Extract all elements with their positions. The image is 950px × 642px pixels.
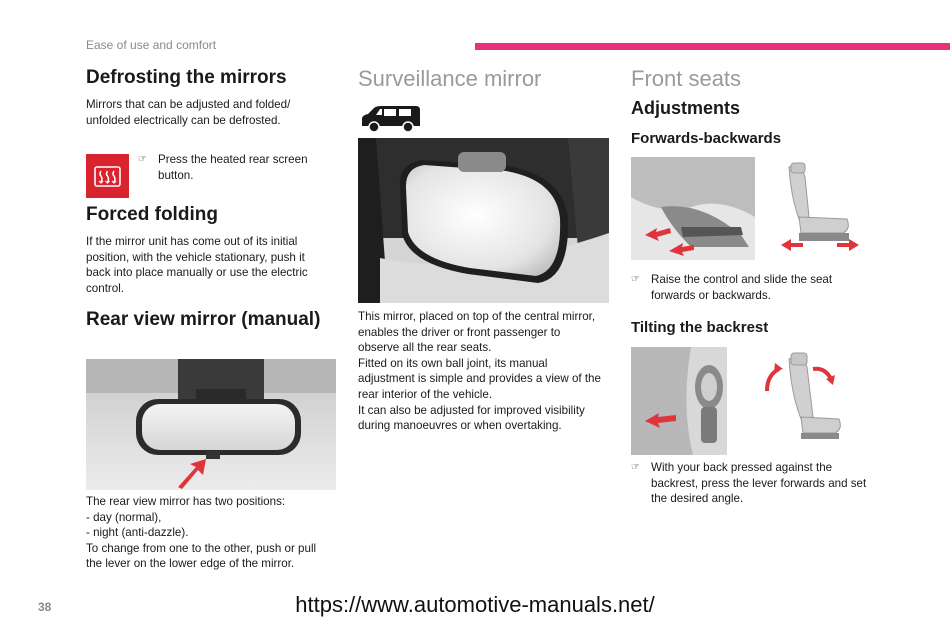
forwards-backwards-bullet: ☞ Raise the control and slide the seat forwards or backwards. xyxy=(631,273,833,302)
rearview-mirror-image xyxy=(86,359,336,490)
source-url-link[interactable]: https://www.automotive-manuals.net/ xyxy=(295,592,655,617)
section-header: Ease of use and comfort xyxy=(86,38,217,52)
tilting-backrest-title: Tilting the backrest xyxy=(631,319,769,336)
forced-folding-text: If the mirror unit has come out of its initial position, with the vehicle stationary, push it back into place manually or use the electric control. xyxy=(86,235,308,295)
section-accent-bar xyxy=(475,43,950,50)
surveillance-mirror-image xyxy=(358,138,609,303)
tilting-backrest-bullet: ☞ With your back pressed against the backrest, press the lever forwards and set the desired angle. xyxy=(631,461,867,506)
front-seats-title: Front seats xyxy=(631,66,742,91)
adjustments-title: Adjustments xyxy=(631,98,741,118)
surveillance-text: This mirror, placed on top of the central mirror, enables the driver or front passenger to observe all the rear seats. Fitted on its own ball joint, its manual adjustment is simple and provides a view of the rear interior of the vehicle. It can also be adjusted for improved visibility during manoeuvres or when overtaking. xyxy=(358,310,601,433)
defrost-bullet: ☞ Press the heated rear screen button. xyxy=(138,153,308,182)
pointing-hand-icon: ☞ xyxy=(631,462,640,473)
forwards-backwards-title: Forwards-backwards xyxy=(631,130,782,147)
pointing-hand-icon: ☞ xyxy=(138,154,147,165)
rearview-text: The rear view mirror has two positions: - day (normal), - night (anti-dazzle). To change from one to the other, push or pull the lever on the lower edge of the mirror. xyxy=(86,495,317,571)
defrost-text: Mirrors that can be adjusted and folded/ unfolded electrically can be defrosted. xyxy=(86,98,291,127)
seat-slide-image xyxy=(755,157,879,260)
backrest-lever-image xyxy=(631,347,727,455)
rearview-title: Rear view mirror (manual) xyxy=(86,309,321,330)
surveillance-title: Surveillance mirror xyxy=(358,66,542,91)
page-number: 38 xyxy=(38,600,52,614)
van-icon xyxy=(360,104,422,134)
defrost-title: Defrosting the mirrors xyxy=(86,67,287,88)
pointing-hand-icon: ☞ xyxy=(631,274,640,285)
forced-folding-title: Forced folding xyxy=(86,204,218,225)
heated-rear-screen-icon xyxy=(86,154,129,198)
seat-lever-image xyxy=(631,157,755,260)
backrest-tilt-image xyxy=(727,347,879,455)
